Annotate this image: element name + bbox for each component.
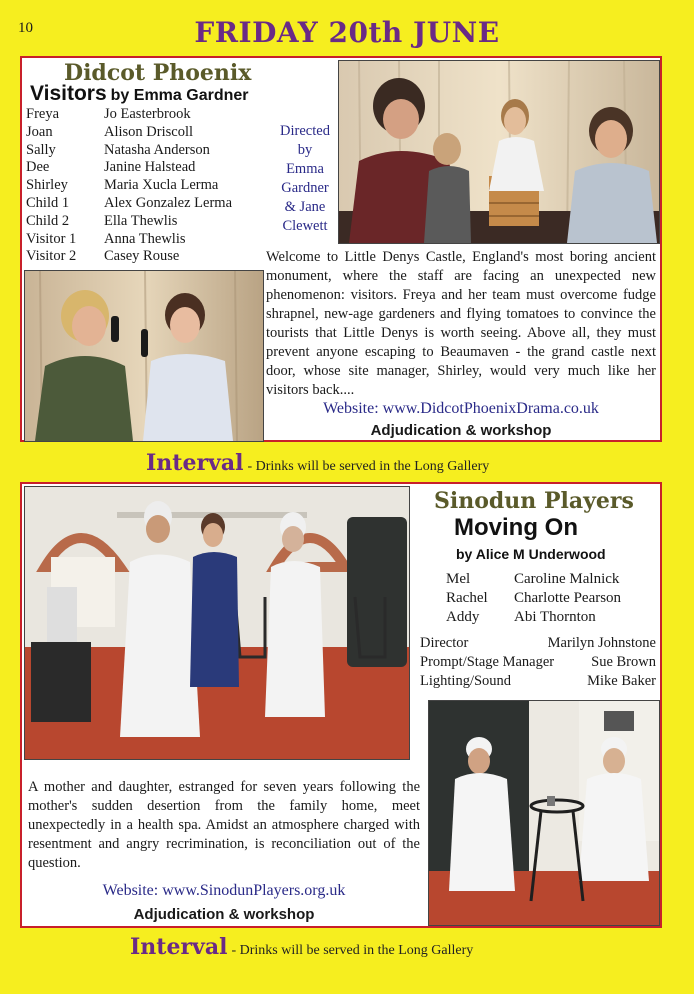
cast-role: Visitor 2 bbox=[26, 248, 77, 265]
play-title: Visitors bbox=[30, 82, 107, 105]
interval-notice bbox=[130, 934, 473, 960]
directed-line: & Jane bbox=[284, 199, 326, 215]
production-photo-spa bbox=[24, 486, 410, 760]
directed-line: Directed bbox=[280, 123, 330, 139]
directed-line: Gardner bbox=[281, 180, 329, 196]
play-author: by Alice M Underwood bbox=[456, 546, 606, 562]
cast-role: Child 1 bbox=[26, 194, 70, 211]
cast-actor: Natasha Anderson bbox=[104, 141, 210, 158]
cast-actor: Maria Xucla Lerma bbox=[104, 177, 219, 194]
cast-row bbox=[26, 124, 232, 142]
play-panel-sinodun-players bbox=[20, 482, 662, 928]
cast-row bbox=[26, 142, 232, 160]
play-description: Welcome to Little Denys Castle, England's most boring ancient monument, where the staff are facing an unexpected new phenomenon: visitors. Freya and her team must overcome fudge shrapnel, new-age gardeners and flying tomatoes to convince the tourists that Little Denys is worth seeing. Above all, they must prevent anyone escaping to Beaumaven - the grand castle next door, whose site manager, Shirley, would very much like her visitors back.... bbox=[266, 249, 656, 398]
cast-row bbox=[26, 159, 232, 177]
cast-actor: Anna Thewlis bbox=[104, 230, 186, 247]
crew-role: Director bbox=[420, 635, 469, 651]
cast-actor: Charlotte Pearson bbox=[514, 590, 622, 606]
cast-role: Freya bbox=[26, 106, 60, 122]
production-photo-group bbox=[338, 60, 660, 244]
company-name: Sinodun Players bbox=[434, 488, 634, 514]
interval-note: - Drinks will be served in the Long Gallery bbox=[247, 459, 490, 474]
cast-actor: Ella Thewlis bbox=[104, 212, 178, 229]
adjudication-note: Adjudication & workshop bbox=[370, 422, 552, 439]
cast-row bbox=[446, 589, 621, 608]
interval-label: Interval bbox=[130, 934, 228, 960]
play-panel-didcot-phoenix bbox=[20, 56, 662, 442]
cast-row bbox=[26, 231, 232, 249]
cast-row bbox=[26, 248, 232, 266]
crew-row bbox=[420, 672, 656, 691]
company-website: Website: www.SinodunPlayers.org.uk bbox=[102, 882, 346, 899]
interval-label: Interval bbox=[146, 450, 244, 476]
cast-role: Sally bbox=[26, 141, 56, 158]
cast-row bbox=[446, 570, 621, 589]
directed-by bbox=[268, 122, 342, 236]
day-heading: FRIDAY 20th JUNE bbox=[194, 16, 500, 49]
cast-role: Rachel bbox=[446, 590, 488, 606]
cast-actor: Caroline Malnick bbox=[514, 571, 620, 587]
cast-role: Shirley bbox=[26, 177, 68, 194]
crew-name: Sue Brown bbox=[591, 654, 656, 670]
play-description: A mother and daughter, estranged for seven years following the mother's sudden desertion from the family home, meet unexpectedly in a health spa. Amidst an atmosphere charged with resentment and angry recrimination, is reconciliation out of the question. bbox=[28, 779, 420, 871]
cast-list bbox=[446, 570, 621, 627]
interval-note: - Drinks will be served in the Long Gallery bbox=[231, 943, 474, 958]
crew-role: Prompt/Stage Manager bbox=[420, 654, 555, 670]
cast-actor: Alex Gonzalez Lerma bbox=[104, 194, 233, 211]
page-number: 10 bbox=[18, 20, 33, 36]
production-photo-seated bbox=[428, 700, 660, 926]
cast-role: Child 2 bbox=[26, 212, 70, 229]
crew-row bbox=[420, 634, 656, 653]
play-title: Moving On bbox=[454, 514, 578, 541]
crew-row bbox=[420, 653, 656, 672]
directed-line: by bbox=[297, 142, 313, 158]
crew-role: Lighting/Sound bbox=[420, 673, 512, 689]
crew-name: Marilyn Johnstone bbox=[547, 635, 656, 651]
cast-role: Dee bbox=[26, 159, 50, 176]
cast-row bbox=[26, 177, 232, 195]
crew-list bbox=[420, 634, 656, 691]
directed-line: Emma bbox=[286, 161, 324, 177]
cast-actor: Abi Thornton bbox=[514, 609, 596, 625]
play-author: by Emma Gardner bbox=[110, 87, 249, 104]
cast-role: Addy bbox=[446, 609, 480, 625]
cast-list bbox=[26, 106, 232, 266]
crew-name: Mike Baker bbox=[587, 673, 656, 689]
adjudication-note: Adjudication & workshop bbox=[133, 906, 315, 923]
cast-row bbox=[26, 213, 232, 231]
cast-role: Joan bbox=[26, 123, 53, 140]
directed-line: Clewett bbox=[282, 218, 328, 234]
interval-notice bbox=[146, 450, 489, 476]
company-name: Didcot Phoenix bbox=[64, 60, 252, 86]
cast-row bbox=[26, 195, 232, 213]
cast-actor: Jo Easterbrook bbox=[104, 106, 191, 122]
cast-role: Visitor 1 bbox=[26, 230, 77, 247]
cast-role: Mel bbox=[446, 571, 471, 587]
cast-actor: Alison Driscoll bbox=[104, 123, 194, 140]
production-photo-phone bbox=[24, 270, 264, 442]
cast-row bbox=[26, 106, 232, 124]
cast-row bbox=[446, 608, 621, 627]
cast-actor: Casey Rouse bbox=[104, 248, 180, 265]
cast-actor: Janine Halstead bbox=[104, 159, 196, 176]
play-heading bbox=[30, 82, 248, 106]
company-website: Website: www.DidcotPhoenixDrama.co.uk bbox=[323, 400, 599, 417]
